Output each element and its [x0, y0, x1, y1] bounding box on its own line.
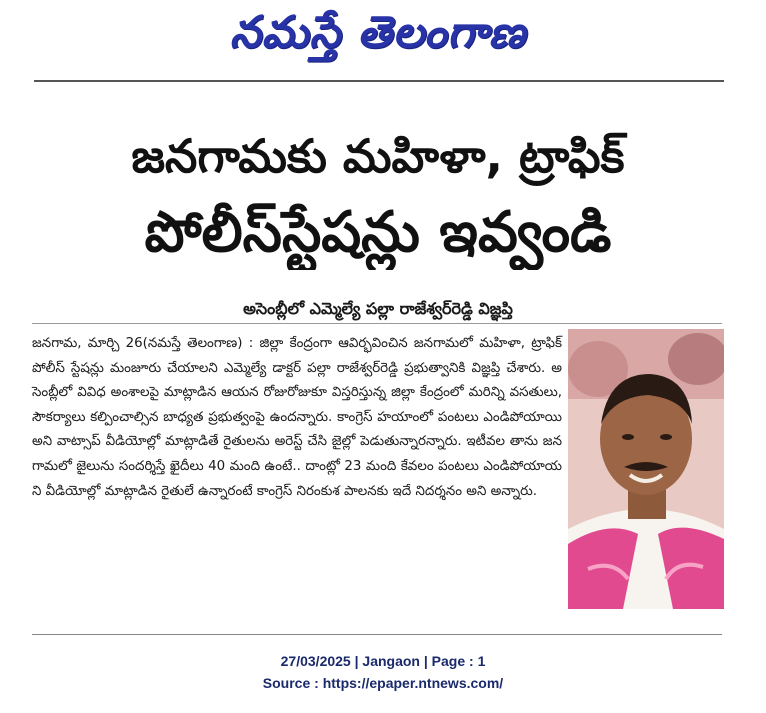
- mla-portrait-photo: [568, 329, 724, 609]
- article-body: జనగామ, మార్చి 26(నమస్తే తెలంగాణ) : జిల్లా కేంద్రంగా ఆవిర్భవించిన జనగామలో మహిళా, ట్రాఫిక్ పోలీస్ స్టేషన్లు మంజూరు చేయాలని ఎమ్మెల్యే డాక్టర్ పల్లా రాజేశ్వర్‌రెడ్డి ప్రభుత్వానికి విజ్ఞప్తి చేశారు. అసెంబ్లీలో వివిధ అంశాలపై మాట్లాడిన ఆయన రోజురోజుకూ విస్తరిస్తున్న జిల్లా కేంద్రంలో మరిన్ని వసతులు, సౌకర్యాలు కల్పించాల్సిన బాధ్యత ప్రభుత్వంపై ఉందన్నారు. కాంగ్రెస్ హయాంలో పంటలు ఎండిపోయాయి అని వాట్సాప్ వీడియోల్లో మాట్లాడితే రైతులను అరెస్ట్ చేసి జైల్లో పెడుతున్నారన్నారు. ఇటీవల తాను జనగామలో జైలును సందర్శిస్తే ఖైదీలు 40 మంది ఉంటే.. దాంట్లో 23 మంది కేవలం పంటలు ఎండిపోయాయని వీడియోల్లో మాట్లాడిన రైతులే ఉన్నారంటే కాంగ్రెస్ నిరంకుశ పాలనకు ఇదే నిదర్శనం అని అన్నారు.: [32, 336, 562, 499]
- portrait-illustration: [568, 329, 724, 609]
- headline-line-1: జనగామకు మహిళా, ట్రాఫిక్: [131, 129, 625, 183]
- newspaper-clipping: [10, 8, 746, 630]
- subheadline-divider: [32, 323, 722, 324]
- subheadline: అసెంబ్లీలో ఎమ్మెల్యే పల్లా రాజేశ్వర్‌రెడ్డి విజ్ఞప్తి: [243, 299, 513, 318]
- article-bottom-divider: [32, 634, 722, 635]
- masthead-title: నమస్తే తెలంగాణ: [229, 7, 527, 58]
- edition-info: 27/03/2025 | Jangaon | Page : 1: [280, 653, 486, 669]
- headline-line-2: పోలీస్‌స్టేషన్లు ఇవ్వండి: [144, 200, 612, 265]
- masthead-divider: [34, 80, 724, 82]
- source-link[interactable]: Source : https://epaper.ntnews.com/: [262, 675, 504, 691]
- masthead-logo: [10, 8, 746, 68]
- source-footer: [0, 650, 766, 694]
